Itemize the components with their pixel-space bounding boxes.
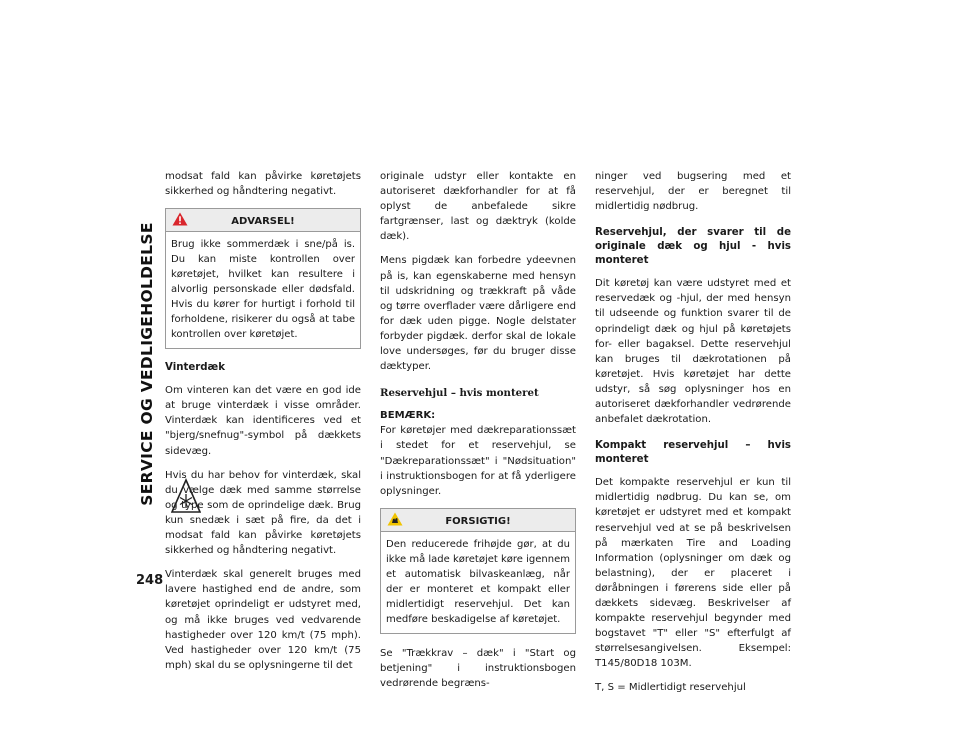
paragraph: Se "Trækkrav – dæk" i "Start og betjening" i instruktionsbogen vedrørende begræns- (380, 647, 576, 689)
note-label: BEMÆRK: (380, 410, 436, 422)
caution-title: FORSIGTIG! (445, 515, 511, 527)
caution-text: Den reducerede frihøjde gør, at du ikke må lade køretøjet køre igennem et automatisk bilvaskeanlæg, når der er monteret et kompakt eller midlertidigt reservehjul. Det kan medføre beskadigelse af køretøjet. (386, 538, 570, 625)
section-side-title (134, 158, 160, 570)
paragraph: Dit køretøj kan være udstyret med et reservedæk og -hjul, der med hensyn til udseende og funktion svarer til de oprindeligt dæk og hjul på køretøjets for- eller bagaksel. Dette reservehjul kan bruges til dækrotationen på køretøjet. Hvis køretøjet har dette udstyr, så søg oplysninger hos en autoriseret dækforhandler vedrørende anbefalet dækrotation. (595, 278, 791, 426)
caution-header (381, 509, 575, 532)
snow-paragraph-text: Hvis du har behov for vinterdæk, skal du vælge dæk med samme størrelse og type som de oprindelige dæk. Brug kun snedæk i sæt på fire, da det i modsat fald kan påvirke køretøjets sikkerhed og håndtering negativt. (165, 469, 361, 557)
heading-matching-spare: Reservehjul, der svarer til de originale dæk og hjul - hvis monteret (595, 227, 791, 267)
paragraph: ninger ved bugsering med et reservehjul, der er beregnet til midlertidig nødbrug. (595, 171, 791, 213)
column-3 (595, 169, 791, 705)
paragraph: modsat fald kan påvirke køretøjets sikkerhed og håndtering negativt. (165, 171, 361, 198)
caution-box (380, 508, 576, 634)
paragraph: Om vinteren kan det være en god ide at bruge vinterdæk i visse områder. Vinterdæk kan identificeres ved et "bjerg/snefnug"-symbol på dækkets sidevæg. (165, 385, 361, 457)
warning-text: Brug ikke sommerdæk i sne/på is. Du kan miste kontrollen over køretøjet, hvilket kan resultere i alvorlig personskade eller dødsfald. Hvis du kører for hurtigt i forhold til forholdene, risikerer du også at tabe kontrollen over køretøjet. (171, 239, 355, 341)
column-2 (380, 169, 576, 700)
page-number: 248 (136, 573, 164, 588)
snow-symbol-paragraph (165, 468, 361, 559)
paragraph: T, S = Midlertidigt reservehjul (595, 682, 746, 694)
section-title-text: SERVICE OG VEDLIGEHOLDELSE (138, 222, 156, 506)
paragraph: Mens pigdæk kan forbedre ydeevnen på is, kan egenskaberne med hensyn til udskridning og trækkraft på våde og tørre overflader være dårligere end for dæk uden pigge. Nogle delstater forbyder pigdæk. derfor skal de lokale love undersøges, før du bruger disse dæktyper. (380, 255, 576, 373)
paragraph: Det kompakte reservehjul er kun til midlertidig nødbrug. Du kan se, om køretøjet er udstyret med et kompakt reservehjul ved at se på beskrivelsen på mærkaten Tire and Loading Information (oplysninger om dæk og belastning), der er placeret i døråbningen i førerens side eller på dækkets sidevæg. Beskrivelser af kompakte reservehjul begynder med bogstavet "T" eller "S" efterfulgt af størrelsesangivelsen. Eksempel: T145/80D18 103M. (595, 477, 791, 670)
paragraph: Vinterdæk skal generelt bruges med lavere hastighed end de andre, som køretøjet oprindeligt er udstyret med, og må ikke bruges ved vedvarende hastigheder over 120 km/t (75 mph). Ved hastigheder over 120 km/t (75 mph) skal du se oplysningerne til det (165, 569, 361, 671)
heading-compact-spare: Kompakt reservehjul – hvis monteret (595, 440, 791, 466)
paragraph: originale udstyr eller kontakte en autoriseret dækforhandler for at få oplyst de anbefalede sikre fartgrænser, last og dæktryk (kolde dæk). (380, 171, 576, 243)
warning-header (166, 209, 360, 232)
mountain-snowflake-icon (171, 478, 201, 514)
heading-winter-tires: Vinterdæk (165, 362, 225, 374)
column-1 (165, 169, 361, 682)
note-text: For køretøjer med dækreparationssæt i stedet for et reservehjul, se "Dækreparationssæt" i "Nødsituation" i instruktionsbogen for at få yderligere oplysninger. (380, 425, 576, 497)
warning-box (165, 208, 361, 349)
heading-spare-wheel: Reservehjul – hvis monteret (380, 387, 539, 400)
warning-title: ADVARSEL! (231, 216, 295, 228)
note-paragraph (380, 408, 576, 499)
